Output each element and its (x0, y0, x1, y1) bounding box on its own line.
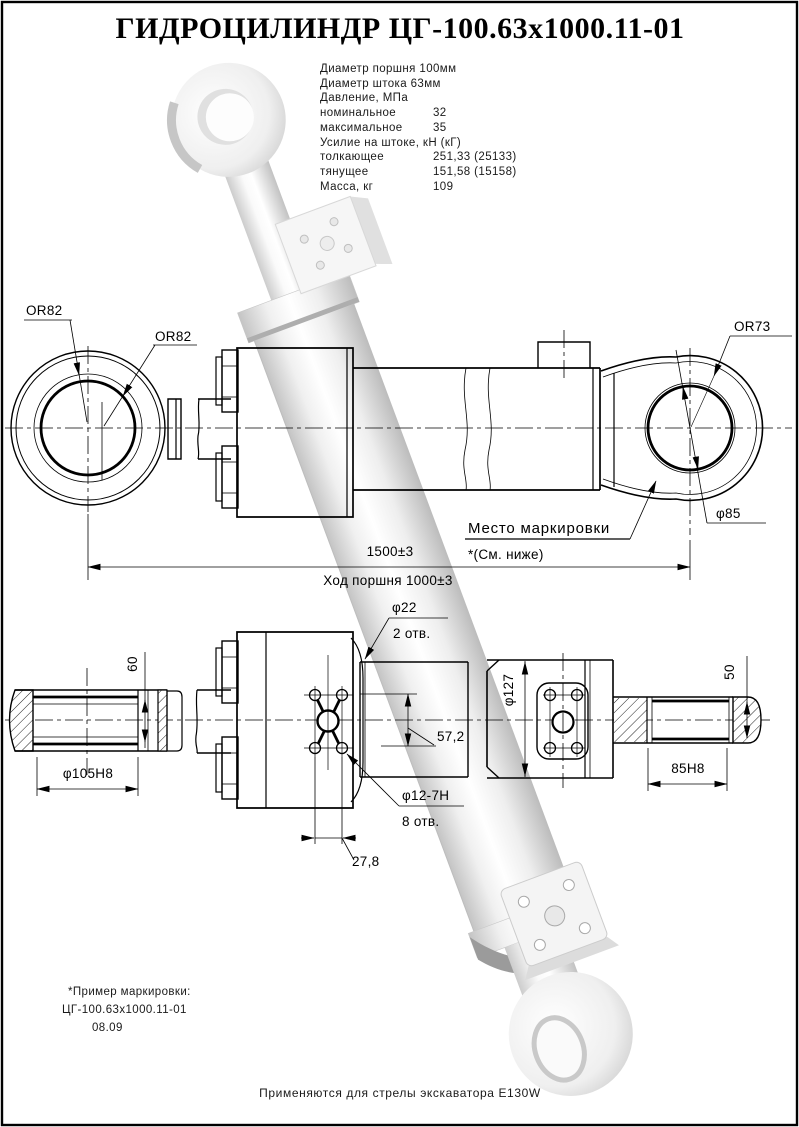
left-eye (11, 346, 181, 512)
dim-278-label: 27,8 (352, 854, 380, 869)
dim-105h8-label: φ105H8 (62, 766, 114, 781)
render-barrel (254, 304, 573, 931)
spec-label: Усилие на штоке, кН (кГ) (320, 137, 462, 149)
or73-label: OR73 (734, 319, 771, 334)
spec-label: тянущее (320, 166, 369, 178)
marking-spot-label: Место маркировки (468, 520, 611, 537)
callout-or73 (691, 319, 792, 427)
rod-step (198, 399, 231, 459)
rod-end-section (10, 668, 183, 775)
piston-stroke-label: Ход поршня 1000±3 (323, 573, 453, 588)
spec-value: 151,58 (15158) (433, 166, 517, 178)
spec-label: Давление, МПа (320, 92, 409, 104)
marking-note-line2: ЦГ-100.63х1000.11-01 (62, 1004, 187, 1016)
holes-8-label: 8 отв. (402, 814, 440, 829)
rod-step-section (196, 690, 231, 753)
gland-bolts (216, 350, 238, 508)
dim-127-label: φ127 (501, 673, 516, 707)
application-note: Применяются для стрелы экскаватора E130W (259, 1086, 541, 1100)
spec-label: Диаметр поршня 100мм (320, 63, 457, 75)
marking-note-line3: 08.09 (92, 1022, 123, 1034)
dimension-60 (125, 652, 145, 748)
dim-85h8-label: 85H8 (671, 761, 705, 776)
spec-label: Диаметр штока 63мм (320, 78, 441, 90)
callout-d85 (676, 350, 766, 523)
d85-label: φ85 (716, 506, 741, 521)
callout-or82-inner (104, 329, 197, 426)
callout-or82-outer (24, 303, 87, 422)
spec-value: 32 (433, 107, 447, 119)
spec-value: 109 (433, 181, 454, 193)
dimension-85h8 (648, 748, 727, 791)
spec-table (320, 63, 517, 193)
marking-note-line1: *Пример маркировки: (68, 986, 191, 998)
or82-outer-label: OR82 (26, 303, 63, 318)
dim-572-label: 57,2 (437, 729, 465, 744)
dimension-105h8 (37, 757, 138, 796)
spec-value: 35 (433, 122, 447, 134)
see-below-label: *(См. ниже) (468, 547, 544, 562)
spec-value: 251,33 (25133) (433, 151, 517, 163)
dim-50-label: 50 (722, 664, 737, 680)
spec-label: толкающее (320, 151, 385, 163)
spec-label: Масса, кг (320, 181, 374, 193)
dim-12-label: φ12-7H (402, 788, 450, 803)
dim-60-label: 60 (125, 656, 140, 672)
or82-inner-label: OR82 (155, 329, 192, 344)
spec-label: максимальное (320, 122, 403, 134)
marking-example-note (62, 986, 191, 1034)
dim-1500-label: 1500±3 (366, 544, 414, 559)
drawing-title: ГИДРОЦИЛИНДР ЦГ-100.63х1000.11-01 (115, 12, 685, 45)
spec-label: номинальное (320, 107, 397, 119)
holes-2-label: 2 отв. (393, 626, 431, 641)
dim-22-label: φ22 (392, 600, 417, 615)
dimension-278 (301, 757, 379, 869)
